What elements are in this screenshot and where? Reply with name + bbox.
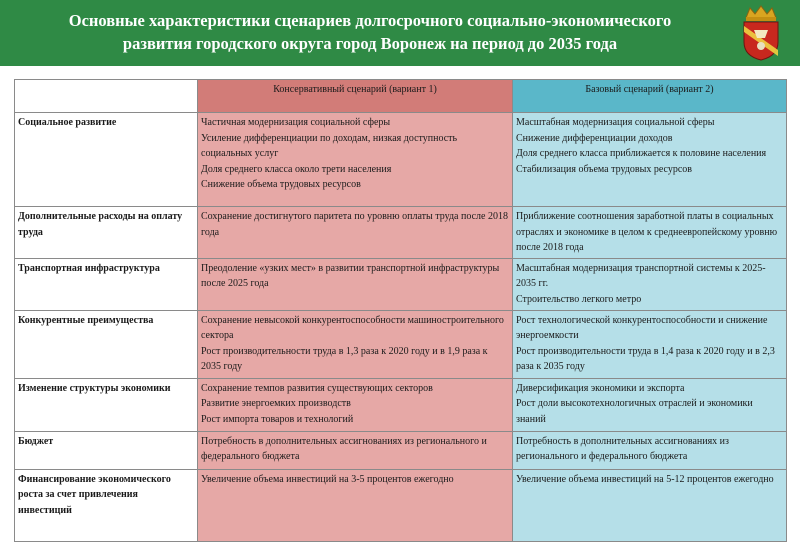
conservative-cell	[198, 258, 513, 310]
cell-text: Сохранение достигнутого паритета по уровню оплаты труда после 2018 года	[201, 211, 508, 238]
conservative-cell	[198, 310, 513, 378]
cell-text: Доля среднего класса около трети населения	[201, 163, 392, 175]
row-label: Транспортная инфраструктура	[15, 258, 198, 310]
row-label: Дополнительные расходы на оплату труда	[15, 207, 198, 259]
page-title	[20, 9, 720, 55]
base-cell	[513, 258, 787, 310]
row-label: Бюджет	[15, 431, 198, 469]
cell-text: Увеличение объема инвестиций на 3-5 процентов ежегодно	[201, 473, 454, 485]
title-line-2: развития городского округа город Воронеж на период до 2035 года	[122, 34, 618, 53]
base-cell	[513, 207, 787, 259]
coat-of-arms-icon	[738, 4, 784, 62]
table-row	[15, 469, 787, 541]
cell-text: Частичная модернизация социальной сферы	[201, 117, 391, 128]
cell-text: Сохранение темпов развития существующих секторов	[201, 382, 433, 394]
cell-text: Доля среднего класса приближается к половине населения	[516, 148, 767, 160]
cell-text: Потребность в дополнительных ассигнованиях из регионального и федерального бюджета	[516, 435, 729, 463]
cell-text: Рост производительности труда в 1,4 раза к 2020 году и в 2,3 раза к 2035 году	[516, 345, 775, 373]
cell-text: Диверсификация экономики и экспорта	[516, 382, 685, 394]
row-label: Конкурентные преимущества	[15, 310, 198, 378]
table-row	[15, 378, 787, 431]
conservative-cell	[198, 207, 513, 259]
cell-text: Увеличение объема инвестиций на 5-12 процентов ежегодно	[516, 473, 774, 485]
cell-text: Сохранение невысокой конкурентоспособности машиностроительного сектора	[201, 314, 504, 342]
conservative-cell	[198, 469, 513, 541]
conservative-cell	[198, 431, 513, 469]
table-row	[15, 431, 787, 469]
cell-text: Усиление дифференциации по доходам, низкая доступность социальных услуг	[201, 132, 458, 160]
column-header-conservative: Консервативный сценарий (вариант 1)	[198, 80, 513, 113]
header-bar	[0, 0, 800, 66]
table-row	[15, 258, 787, 310]
cell-text: Стабилизация объема трудовых ресурсов	[516, 163, 693, 175]
cell-text: Потребность в дополнительных ассигнованиях из регионального и федерального бюджета	[201, 435, 487, 463]
base-cell	[513, 113, 787, 207]
cell-text: Рост технологической конкурентоспособности и снижение энергоемкости	[516, 314, 768, 342]
cell-text: Рост импорта товаров и технологий	[201, 413, 354, 425]
table-row	[15, 113, 787, 207]
cell-text: Снижение дифференциации доходов	[516, 132, 673, 144]
base-cell	[513, 310, 787, 378]
cell-text: Рост производительности труда в 1,3 раза к 2020 году и в 1,9 раза к 2035 году	[201, 345, 488, 373]
cell-text: Снижение объема трудовых ресурсов	[201, 179, 361, 191]
scenario-table	[14, 79, 787, 542]
title-line-1: Основные характеристики сценариев долгосрочного социально-экономического	[68, 11, 672, 30]
cell-text: Преодоление «узких мест» в развитии транспортной инфраструктуры после 2025 года	[201, 262, 500, 290]
table-row	[15, 207, 787, 259]
conservative-cell	[198, 113, 513, 207]
base-cell	[513, 431, 787, 469]
row-label: Финансирование экономического роста за счет привлечения инвестиций	[15, 469, 198, 541]
corner-cell	[15, 80, 198, 113]
row-label: Социальное развитие	[15, 113, 198, 207]
conservative-cell	[198, 378, 513, 431]
cell-text: Приближение соотношения заработной платы в социальных отраслях и экономике в целом к среднеевропейскому уровню после 2018 года	[516, 211, 778, 254]
table-row	[15, 310, 787, 378]
cell-text: Рост доли высокотехнологичных отраслей и экономики знаний	[516, 398, 753, 425]
base-cell	[513, 469, 787, 541]
column-header-base: Базовый сценарий (вариант 2)	[513, 80, 787, 113]
cell-text: Развитие энергоемких производств	[201, 398, 351, 410]
cell-text: Масштабная модернизация социальной сферы	[516, 117, 715, 128]
cell-text: Строительство легкого метро	[516, 293, 642, 305]
base-cell	[513, 378, 787, 431]
cell-text: Масштабная модернизация транспортной системы к 2025-2035 гг.	[516, 262, 766, 290]
row-label: Изменение структуры экономики	[15, 378, 198, 431]
